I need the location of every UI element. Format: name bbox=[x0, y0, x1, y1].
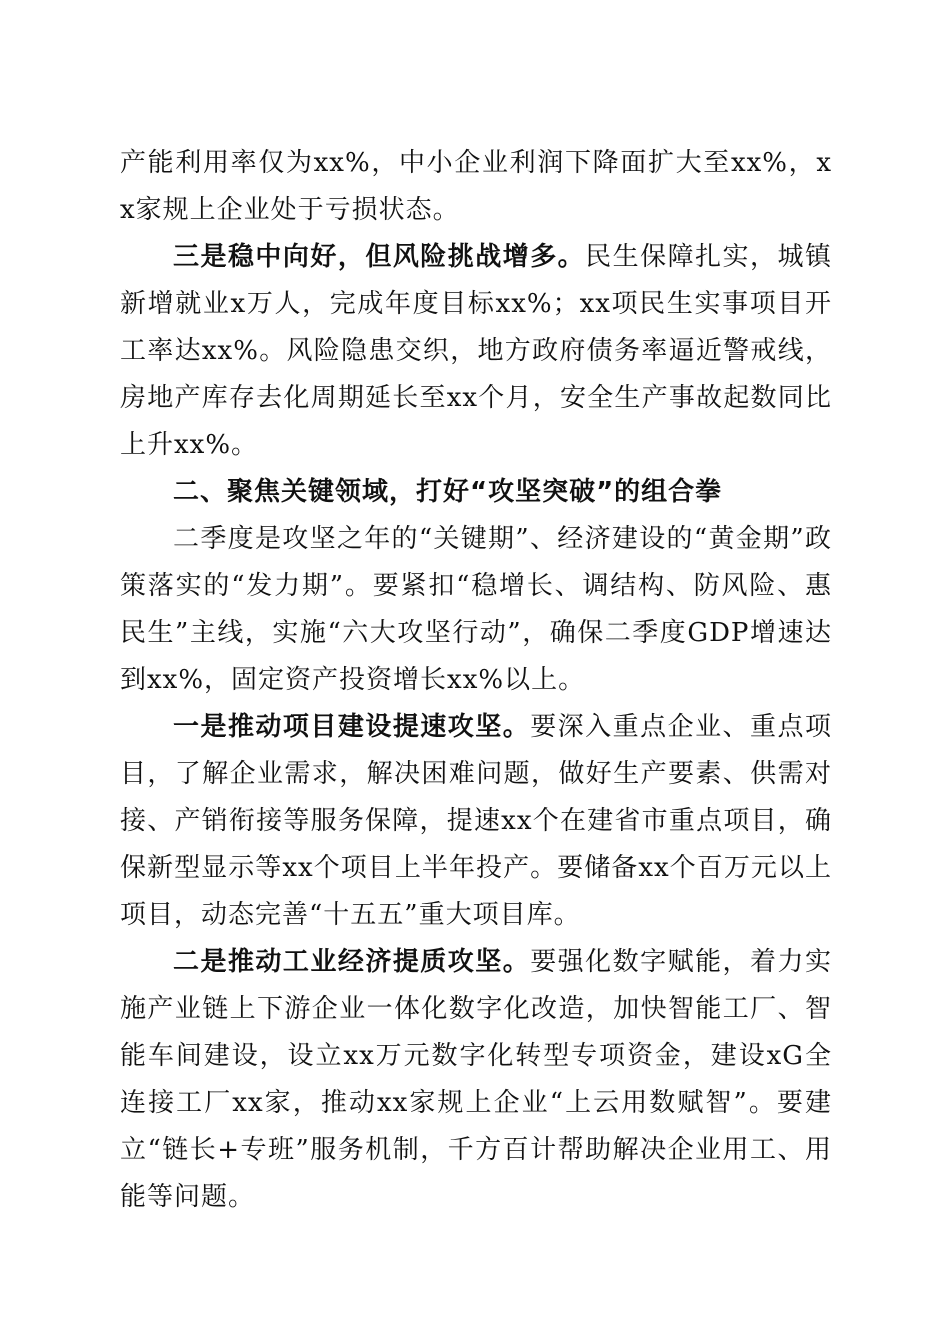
paragraph-text: 二季度是攻坚之年的“关键期”、经济建设的“黄金期”政策落实的“发力期”。要紧扣“稳增长、调结构、防风险、惠民生”主线，实施“六大攻坚行动”，确保二季度GDP增速达到xx%，固定资产投资增长xx%以上。 bbox=[120, 524, 832, 695]
document-body bbox=[120, 140, 832, 1221]
paragraph-text: 要深入重点企业、重点项目，了解企业需求，解决困难问题，做好生产要素、供需对接、产销衔接等服务保障，提速xx个在建省市重点项目，确保新型显示等xx个项目上半年投产。要储备xx个百万元以上项目，动态完善“十五五”重大项目库。 bbox=[120, 712, 832, 930]
paragraph-lead: 三是稳中向好，但风险挑战增多。 bbox=[173, 242, 586, 272]
paragraph-lead: 二是推动工业经济提质攻坚。 bbox=[173, 947, 531, 977]
paragraph-point-three bbox=[120, 234, 832, 469]
paragraph-text: 产能利用率仅为xx%，中小企业利润下降面扩大至xx%，xx家规上企业处于亏损状态。 bbox=[120, 148, 832, 225]
paragraph-lead: 一是推动项目建设提速攻坚。 bbox=[173, 712, 531, 742]
paragraph-text: 民生保障扎实，城镇新增就业x万人，完成年度目标xx%；xx项民生实事项目开工率达xx%。风险隐患交织，地方政府债务率逼近警戒线，房地产库存去化周期延长至xx个月，安全生产事故起数同比上升xx%。 bbox=[120, 242, 832, 460]
paragraph-continuation bbox=[120, 140, 832, 234]
paragraph-section-intro bbox=[120, 516, 832, 704]
paragraph-point-two bbox=[120, 939, 832, 1221]
paragraph-text: 要强化数字赋能，着力实施产业链上下游企业一体化数字化改造，加快智能工厂、智能车间建设，设立xx万元数字化转型专项资金，建设xG全连接工厂xx家，推动xx家规上企业“上云用数赋智”。要建立“链长+专班”服务机制，千方百计帮助解决企业用工、用能等问题。 bbox=[120, 947, 832, 1212]
paragraph-point-one bbox=[120, 704, 832, 939]
section-heading: 二、聚焦关键领域，打好“攻坚突破”的组合拳 bbox=[173, 477, 723, 507]
